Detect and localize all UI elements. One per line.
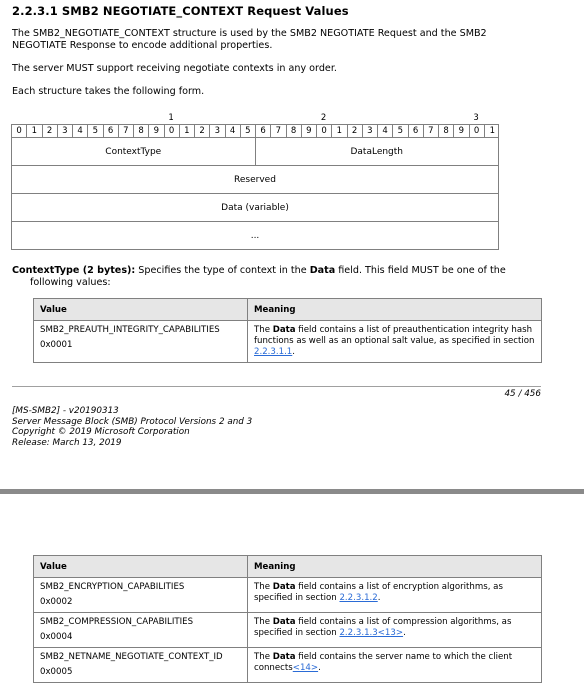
page-number: 45 / 456 (504, 389, 541, 399)
bit-index-cell: 4 (73, 125, 88, 137)
values-table-1 (33, 298, 542, 363)
bit-index-cell: 1 (180, 125, 195, 137)
meaning-end: . (403, 628, 406, 638)
value-cell (34, 578, 248, 613)
bit-index-row (11, 124, 499, 138)
bit-index-cell: 3 (363, 125, 378, 137)
bit-tens-label: 1 (168, 113, 174, 123)
section-link[interactable]: 2.2.3.1.3 (339, 628, 378, 638)
contexttype-definition (12, 265, 552, 289)
field-reserved: Reserved (234, 174, 276, 185)
value-name: SMB2_PREAUTH_INTEGRITY_CAPABILITIES (40, 325, 220, 335)
table-header-meaning: Meaning (248, 299, 542, 321)
value-code: 0x0004 (40, 632, 73, 642)
field-row-1 (11, 138, 499, 166)
bit-index-cell: 6 (104, 125, 119, 137)
table-header-value: Value (34, 299, 248, 321)
field-row-2 (11, 166, 499, 194)
table-row (34, 321, 542, 363)
intro-line-1: The SMB2_NEGOTIATE_CONTEXT structure is used by the SMB2 NEGOTIATE Request and the SMB2 (12, 28, 487, 39)
bit-index-cell: 0 (12, 125, 27, 137)
footer-doc-version: [MS-SMB2] - v20190313 (12, 406, 119, 416)
table-header-value: Value (34, 556, 248, 578)
contexttype-line-2: following values: (30, 277, 111, 288)
table-row (34, 613, 542, 648)
table-row (34, 578, 542, 613)
page-break-bar (0, 489, 584, 494)
bit-tens-label: 2 (320, 113, 327, 123)
bit-index-cell: 0 (165, 125, 180, 137)
meaning-cell (248, 578, 542, 613)
field-contexttype: ContextType (105, 146, 162, 157)
values-table-2 (33, 555, 542, 683)
meaning-bold-data: Data (272, 652, 296, 662)
value-cell (34, 613, 248, 648)
bit-index-cell: 2 (43, 125, 58, 137)
contexttype-term: ContextType (2 bytes): (12, 265, 136, 276)
form-paragraph: Each structure takes the following form. (12, 86, 205, 97)
bit-index-cell: 0 (470, 125, 485, 137)
bit-index-cell: 2 (348, 125, 363, 137)
bit-index-cell: 8 (134, 125, 149, 137)
bit-index-cell: 8 (287, 125, 302, 137)
footer-release: Release: March 13, 2019 (12, 437, 122, 448)
bit-index-cell: 4 (378, 125, 393, 137)
bit-index-cell: 8 (439, 125, 454, 137)
contexttype-text-2: field. This field MUST be one of the (335, 265, 506, 276)
value-code: 0x0005 (40, 667, 73, 677)
bit-index-cell: 5 (88, 125, 103, 137)
meaning-text: The (254, 325, 273, 335)
bit-tens-row (11, 111, 499, 125)
meaning-text: The (254, 582, 273, 592)
bit-tens-label: 3 (473, 113, 479, 123)
bit-index-cell: 7 (424, 125, 439, 137)
table-row (34, 648, 542, 683)
field-data: Data (variable) (221, 202, 289, 213)
meaning-text: field contains a list of compression algorithms, as specified in section (254, 617, 512, 638)
intro-line-2: NEGOTIATE Response to encode additional properties. (12, 40, 273, 51)
meaning-end: . (292, 347, 295, 357)
meaning-text: field contains a list of preauthentication integrity hash functions as well as an optional salt value, as specified in section (254, 325, 535, 346)
value-cell (34, 648, 248, 683)
value-cell (34, 321, 248, 363)
value-name: SMB2_COMPRESSION_CAPABILITIES (40, 617, 194, 627)
bit-index-cell: 1 (27, 125, 42, 137)
meaning-text: field contains a list of encryption algorithms, as specified in section (254, 582, 503, 603)
meaning-bold-data: Data (272, 617, 296, 627)
bit-index-cell: 6 (409, 125, 424, 137)
footer-doc-title: Server Message Block (SMB) Protocol Versions 2 and 3 (12, 416, 253, 427)
bit-index-cell: 3 (58, 125, 73, 137)
meaning-text: field contains the server name to which the client connects (254, 652, 513, 673)
footnote-link[interactable]: <14> (292, 663, 319, 673)
meaning-text: The (254, 617, 273, 627)
bit-index-cell: 9 (454, 125, 469, 137)
meaning-end: . (377, 593, 381, 603)
section-heading: 2.2.3.1 SMB2 NEGOTIATE_CONTEXT Request Values (12, 4, 349, 18)
meaning-end: . (318, 663, 321, 673)
bit-index-cell: 7 (119, 125, 134, 137)
bit-index-cell: 9 (302, 125, 317, 137)
field-row-3 (11, 194, 499, 222)
meaning-cell (248, 321, 542, 363)
value-code: 0x0001 (40, 340, 73, 350)
meaning-bold-data: Data (272, 325, 296, 335)
bit-index-cell: 2 (195, 125, 210, 137)
section-link[interactable]: 2.2.3.1.1 (254, 347, 293, 357)
bit-index-cell: 5 (393, 125, 408, 137)
meaning-cell (248, 613, 542, 648)
bit-index-cell: 6 (256, 125, 271, 137)
bit-index-cell: 4 (226, 125, 241, 137)
field-row-4 (11, 222, 499, 250)
field-datalength: DataLength (255, 138, 499, 165)
document-footer (12, 406, 252, 448)
value-code: 0x0002 (40, 597, 73, 607)
order-paragraph: The server MUST support receiving negotiate contexts in any order. (12, 63, 337, 74)
bit-index-cell: 7 (271, 125, 286, 137)
bit-index-cell: 5 (241, 125, 256, 137)
table-header-meaning: Meaning (248, 556, 542, 578)
value-name: SMB2_ENCRYPTION_CAPABILITIES (40, 582, 185, 592)
contexttype-text-1: Specifies the type of context in the (135, 265, 310, 276)
value-name: SMB2_NETNAME_NEGOTIATE_CONTEXT_ID (40, 652, 223, 662)
contexttype-bold-data: Data (309, 265, 336, 276)
meaning-bold-data: Data (272, 582, 296, 592)
footer-copyright: Copyright © 2019 Microsoft Corporation (12, 427, 190, 437)
meaning-cell (248, 648, 542, 683)
bit-index-cell: 3 (210, 125, 225, 137)
footer-divider (12, 386, 541, 387)
bit-index-cell: 9 (149, 125, 164, 137)
bit-index-cell: 1 (489, 126, 496, 136)
footnote-link[interactable]: <13> (377, 628, 404, 638)
field-data-ellipsis: ... (250, 230, 260, 241)
bit-index-cell: 1 (332, 125, 347, 137)
meaning-text: The (254, 652, 273, 662)
intro-paragraph (12, 28, 552, 52)
bit-index-cell: 0 (317, 125, 332, 137)
section-link[interactable]: 2.2.3.1.2 (339, 593, 378, 603)
